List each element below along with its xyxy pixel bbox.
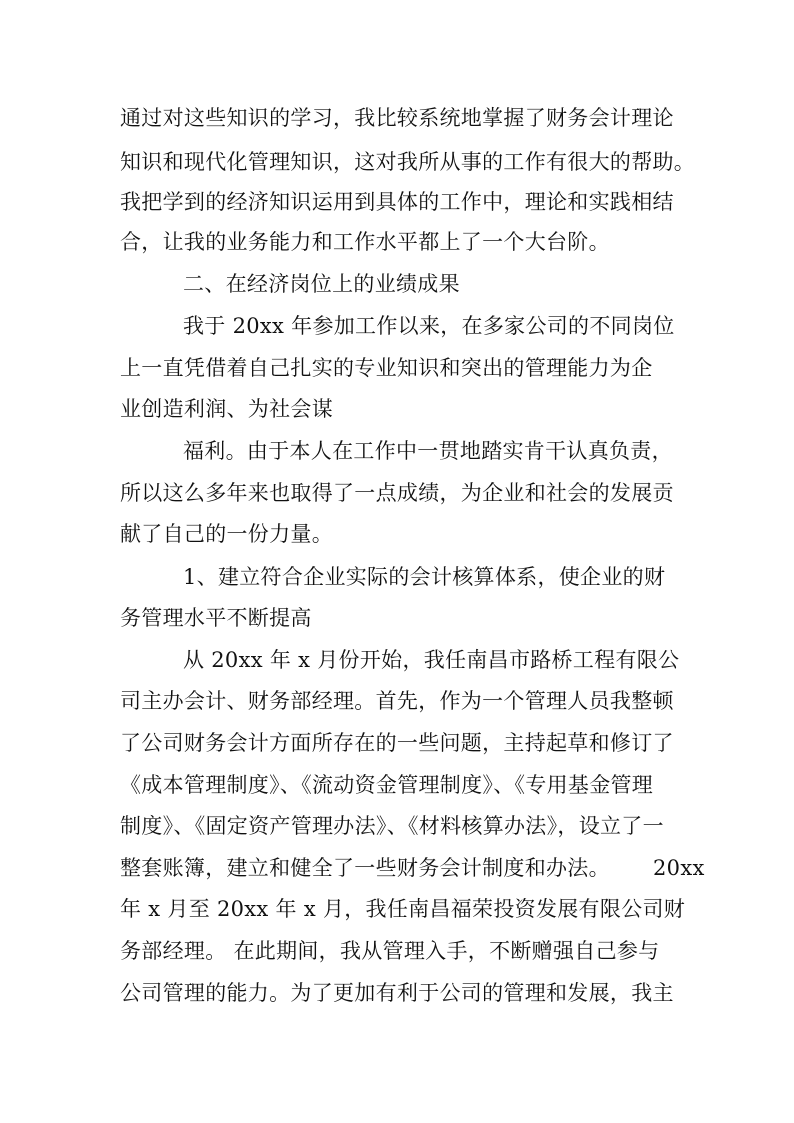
text-line: 整套账簿，建立和健全了一些财务会计制度和办法。 (120, 856, 610, 880)
text-line: 献了自己的一份力量。 (120, 522, 333, 546)
text-line: 所以这么多年来也取得了一点成绩，为企业和社会的发展贡 (120, 481, 674, 505)
text-line: 福利。由于本人在工作中一贯地踏实肯干认真负责， (183, 439, 673, 463)
text-line: 年 x 月至 20xx 年 x 月，我任南昌福荣投资发展有限公司财 (120, 897, 686, 921)
text-line: 20xx (653, 856, 705, 880)
text-line: 制度》、《固定资产管理办法》、《材料核算办法》，设立了一 (120, 814, 664, 838)
text-line: 了公司财务会计方面所存在的一些问题，主持起草和修订了 (120, 731, 674, 755)
subsection-heading: 务管理水平不断提高 (120, 606, 312, 630)
text-line: 公司管理的能力。为了更加有利于公司的管理和发展，我主 (120, 981, 674, 1005)
text-line: 从 20xx 年 x 月份开始，我任南昌市路桥工程有限公 (183, 648, 680, 672)
text-line: 业创造利润、为社会谋 (120, 397, 333, 421)
text-line: 知识和现代化管理知识，这对我所从事的工作有很大的帮助。 (120, 150, 696, 174)
text-line: 通过对这些知识的学习，我比较系统地掌握了财务会计理论 (120, 106, 674, 130)
subsection-heading: 1、建立符合企业实际的会计核算体系，使企业的财 (183, 565, 666, 589)
section-heading: 二、在经济岗位上的业绩成果 (183, 272, 460, 296)
text-line: 司主办会计、财务部经理。首先，作为一个管理人员我整顿 (120, 689, 674, 713)
text-line: 合，让我的业务能力和工作水平都上了一个大台阶。 (120, 230, 610, 254)
text-line: 上一直凭借着自己扎实的专业知识和突出的管理能力为企 (120, 356, 653, 380)
text-line: 我把学到的经济知识运用到具体的工作中，理论和实践相结 (120, 190, 674, 214)
text-line: 我于 20xx 年参加工作以来，在多家公司的不同岗位 (183, 314, 675, 338)
text-line: 《成本管理制度》、《流动资金管理制度》、《专用基金管理 (120, 773, 654, 797)
text-line: 务部经理。 在此期间，我从管理入手，不断赠强自己参与 (120, 939, 660, 963)
